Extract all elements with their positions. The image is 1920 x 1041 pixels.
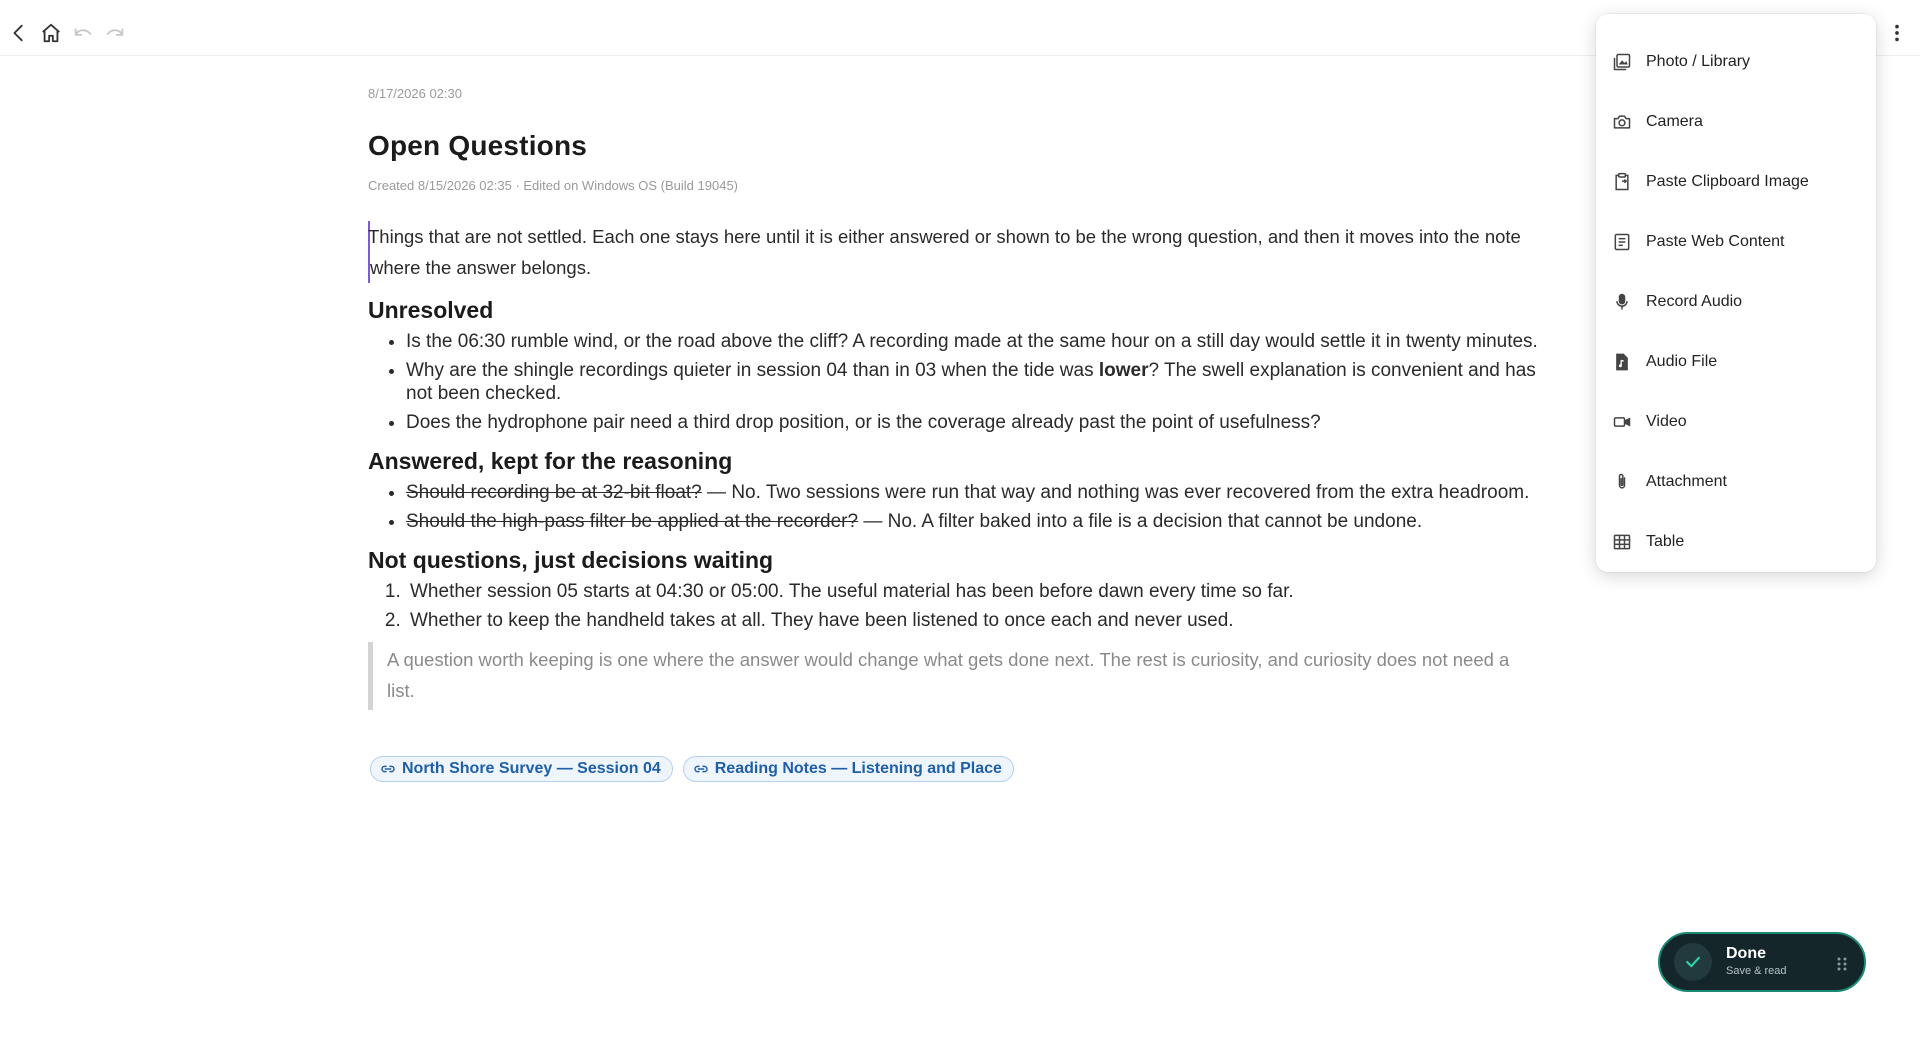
chevron-left-icon (8, 22, 30, 44)
list-item: • Is the 06:30 rumble wind, or the road above the cliff? A recording made at the same hour on a still day would settle it in twenty minutes. (406, 330, 1550, 353)
link-icon (380, 761, 396, 777)
answer-text: — No. Two sessions were run that way and nothing was ever recovered from the extra headroom. (701, 482, 1530, 503)
microphone-icon (1612, 292, 1632, 312)
heading-unresolved: Unresolved (368, 297, 494, 323)
done-button[interactable] (1658, 932, 1866, 992)
menu-item-label: Camera (1646, 113, 1703, 130)
menu-item-label: Table (1646, 533, 1685, 550)
checkmark-icon (1683, 952, 1703, 972)
struck-question: Should the high-pass filter be applied at the recorder? (406, 511, 859, 532)
menu-item-audio-file[interactable] (1596, 332, 1876, 392)
done-subtitle: Save & read (1726, 965, 1787, 977)
list-item (406, 359, 1550, 405)
menu-item-label: Paste Clipboard Image (1646, 173, 1809, 190)
linked-note-label: North Shore Survey — Session 04 (402, 760, 661, 777)
heading-decisions: Not questions, just decisions waiting (368, 547, 774, 573)
home-icon (40, 22, 62, 44)
list-item: 1. Whether session 05 starts at 04:30 or 05:00. The useful material has been before dawn every time so far. (406, 580, 1550, 603)
undo-icon (72, 22, 94, 44)
drag-handle-icon[interactable] (1836, 956, 1848, 972)
list-item-text: ? The swell explanation is convenient and has not been checked. (406, 360, 1536, 404)
menu-item-label: Audio File (1646, 353, 1718, 370)
linked-note-chip[interactable] (683, 756, 1014, 782)
intro-paragraph[interactable] (368, 221, 1550, 283)
link-icon (693, 761, 709, 777)
menu-item-label: Paste Web Content (1646, 233, 1785, 250)
paperclip-icon (1612, 472, 1632, 492)
clipboard-image-icon (1612, 172, 1632, 192)
bold-text: lower (1098, 360, 1149, 381)
menu-item-attachment[interactable] (1596, 452, 1876, 512)
camera-icon (1612, 112, 1632, 132)
menu-item-label: Record Audio (1646, 293, 1743, 310)
vertical-dots-icon (1886, 22, 1908, 44)
note-meta: Created 8/15/2026 02:35 · Edited on Windows OS (Build 19045) (368, 178, 739, 193)
redo-icon (104, 22, 126, 44)
list-item (406, 510, 1550, 533)
photo-library-icon (1612, 52, 1632, 72)
video-icon (1612, 412, 1632, 432)
blockquote: A question worth keeping is one where the answer would change what gets done next. The rest is curiosity, and curiosity does not need a list. (368, 642, 1550, 710)
list-item: 2. Whether to keep the handheld takes at all. They have been listened to once each and never used. (406, 609, 1550, 632)
linked-note-label: Reading Notes — Listening and Place (714, 760, 1002, 777)
menu-item-camera[interactable] (1596, 92, 1876, 152)
undo-button[interactable] (68, 18, 98, 48)
struck-question: Should recording be at 32-bit float? (406, 482, 702, 503)
back-button[interactable] (4, 18, 34, 48)
check-circle (1674, 943, 1712, 981)
more-options-button[interactable] (1882, 18, 1912, 48)
audio-file-icon (1612, 352, 1632, 372)
intro-text: Things that are not settled. Each one stays here until it is either answered or shown to be the wrong question, and then it moves into the note where the answer belongs. (368, 226, 1521, 278)
linked-note-chip[interactable] (370, 756, 673, 782)
insert-menu (1596, 14, 1876, 572)
list-item (406, 481, 1550, 504)
menu-item-label: Attachment (1646, 473, 1727, 490)
menu-item-record-audio[interactable] (1596, 272, 1876, 332)
note-editor[interactable] (368, 82, 1550, 782)
menu-item-paste-web-content[interactable] (1596, 212, 1876, 272)
menu-item-video[interactable] (1596, 392, 1876, 452)
list-item-text: Why are the shingle recordings quieter in session 04 than in 03 when the tide was (406, 360, 1099, 381)
menu-item-table[interactable] (1596, 512, 1876, 572)
home-button[interactable] (36, 18, 66, 48)
note-date: 8/17/2026 02:30 (368, 86, 462, 101)
heading-answered: Answered, kept for the reasoning (368, 448, 733, 474)
menu-item-paste-clipboard-image[interactable] (1596, 152, 1876, 212)
answered-list (368, 481, 1550, 533)
list-item: • Does the hydrophone pair need a third drop position, or is the coverage already past the point of usefulness? (406, 411, 1550, 434)
linked-notes (368, 756, 1550, 782)
answer-text: — No. A filter baked into a file is a decision that cannot be undone. (858, 511, 1423, 532)
redo-button[interactable] (100, 18, 130, 48)
decisions-list (368, 580, 1550, 632)
done-title: Done (1726, 945, 1766, 962)
menu-item-photo-library[interactable] (1596, 32, 1876, 92)
menu-item-label: Photo / Library (1646, 53, 1751, 70)
unresolved-list (368, 330, 1550, 434)
menu-item-label: Video (1646, 413, 1687, 430)
note-title[interactable]: Open Questions (368, 130, 588, 161)
web-content-icon (1612, 232, 1632, 252)
table-icon (1612, 532, 1632, 552)
